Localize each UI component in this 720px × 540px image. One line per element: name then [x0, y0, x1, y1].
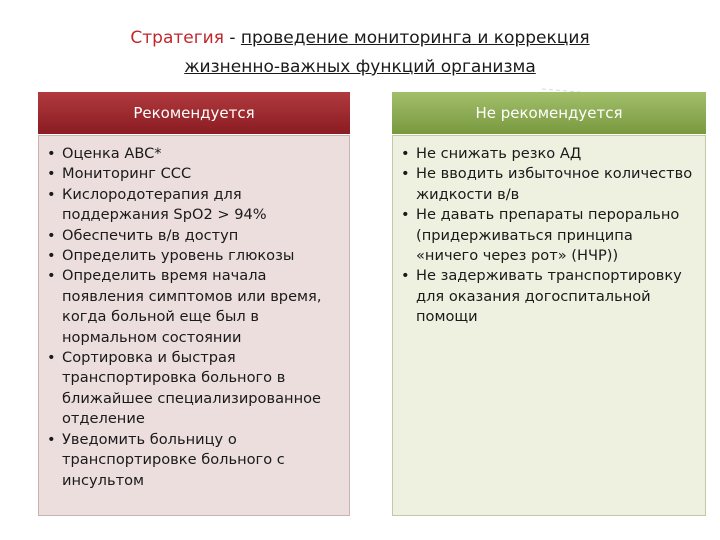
list-item [47, 185, 341, 226]
title-line-2 [40, 53, 680, 82]
bullet-icon: • [47, 145, 56, 162]
not-recommended-list [401, 144, 697, 328]
list-item [47, 348, 341, 430]
title-text-line-1: проведение мониторинга и коррекция [240, 28, 590, 48]
list-item [47, 246, 341, 266]
bullet-icon: • [47, 349, 56, 367]
bullet-icon: • [401, 206, 410, 224]
bullet-icon: • [47, 267, 56, 285]
list-item-text: Определить время начала появления симптомов или время, когда больной еще был в нормальном состоянии [62, 267, 322, 346]
list-item [401, 164, 697, 205]
list-item-text: Не вводить избыточное количество жидкости в/в [416, 165, 693, 203]
list-item-text: Сортировка и быстрая транспортировка больного в ближайшее специализированное отделение [62, 349, 322, 428]
list-item-text: Уведомить больницу о транспортировке больного с инсультом [62, 430, 285, 489]
list-item-text: Мониторинг ССС [62, 165, 192, 183]
list-item-text: Определить уровень глюкозы [62, 247, 295, 265]
bullet-icon: • [47, 165, 56, 183]
bullet-icon: • [401, 145, 410, 162]
list-item-text: Не давать препараты перорально (придерживаться принципа «ничего через рот» (НЧР)) [416, 206, 680, 265]
title-line-1 [40, 24, 680, 53]
bullet-icon: • [47, 185, 56, 203]
title-text-line-2: жизненно-важных функций организма [184, 57, 536, 77]
list-item-text: Не снижать резко АД [416, 145, 582, 162]
bullet-icon: • [47, 226, 56, 244]
slide-title [40, 24, 680, 82]
list-item-text: Оценка ABC* [62, 145, 162, 162]
list-item [401, 266, 697, 327]
recommended-panel [38, 135, 350, 516]
not-recommended-panel [392, 135, 706, 516]
list-item [47, 430, 341, 491]
title-accent: Стратегия [130, 28, 224, 48]
recommended-header: Рекомендуется [38, 92, 350, 134]
list-item [47, 266, 341, 348]
title-separator: - [223, 28, 241, 48]
list-item [47, 226, 341, 246]
list-item-text: Обеспечить в/в доступ [62, 226, 239, 244]
list-item-text: Кислородотерапия для поддержания SpO2 > 94% [62, 185, 267, 224]
list-item-text: Не задерживать транспортировку для оказания догоспитальной помощи [416, 267, 682, 326]
list-item [401, 144, 697, 164]
recommended-list [47, 144, 341, 491]
bullet-icon: • [47, 247, 56, 265]
list-item [47, 164, 341, 184]
bullet-icon: • [401, 267, 410, 285]
list-item [401, 205, 697, 266]
not-recommended-header: Не рекомендуется [392, 92, 706, 134]
bullet-icon: • [401, 165, 410, 183]
bullet-icon: • [47, 430, 56, 448]
list-item [47, 144, 341, 164]
